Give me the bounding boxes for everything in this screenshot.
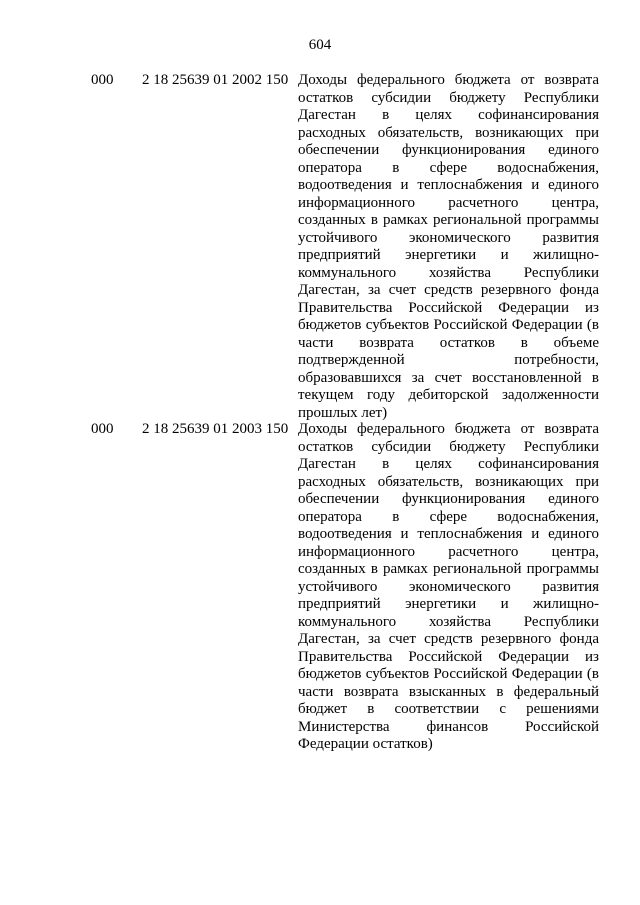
- description-line: части возврата остатков в объеме: [298, 334, 599, 351]
- description-line: устойчивого экономического развития: [298, 578, 599, 595]
- description-line: прошлых лет): [298, 404, 388, 421]
- budget-classification-code: 2 18 25639 01 2003 150: [142, 421, 289, 437]
- description-line: обеспечении функционирования единого: [298, 491, 599, 507]
- description-line: бюджетов субъектов Российской Федерации (в: [298, 317, 599, 333]
- description-line: устойчивого экономического развития: [298, 229, 599, 246]
- description-line: части возврата взысканных в федеральный: [298, 683, 599, 700]
- description-line: образовавшихся за счет восстановленной в: [298, 369, 599, 386]
- description-line: Доходы федерального бюджета от возврата: [298, 72, 599, 88]
- description-line: созданных в рамках региональной программы: [298, 561, 599, 577]
- description-line: расходных обязательств, возникающих при: [298, 124, 599, 141]
- description-line: бюджетов субъектов Российской Федерации (в: [298, 666, 599, 682]
- description-line: Дагестан, за счет средств резервного фонда: [298, 282, 599, 298]
- description-line: информационного расчетного центра,: [298, 543, 599, 560]
- description-line: бюджет в соответствии с решениями: [298, 701, 599, 717]
- description-line: водоотведения и теплоснабжения и единого: [298, 177, 599, 193]
- page-number: 604: [308, 37, 332, 53]
- description-line: текущем году дебиторской задолженности: [298, 387, 599, 403]
- budget-entry: [0, 421, 640, 761]
- budget-entry: [0, 72, 640, 421]
- description-line: расходных обязательств, возникающих при: [298, 473, 599, 490]
- description-line: Доходы федерального бюджета от возврата: [298, 421, 599, 437]
- description-line: Федерации остатков): [298, 736, 433, 752]
- description-line: остатков субсидии бюджету Республики: [298, 438, 599, 455]
- description-line: предприятий энергетики и жилищно-: [298, 247, 599, 263]
- description-line: предприятий энергетики и жилищно-: [298, 596, 599, 612]
- revenue-description: [298, 421, 599, 754]
- description-line: Министерства финансов Российской: [298, 718, 599, 735]
- revenue-description: [298, 72, 599, 422]
- administrator-code: 000: [91, 421, 114, 437]
- description-line: Дагестан в целях софинансирования: [298, 107, 599, 123]
- description-line: Правительства Российской Федерации из: [298, 648, 599, 665]
- description-line: Дагестан в целях софинансирования: [298, 456, 599, 472]
- description-line: оператора в сфере водоснабжения,: [298, 508, 599, 525]
- description-line: водоотведения и теплоснабжения и единого: [298, 526, 599, 542]
- description-line: коммунального хозяйства Республики: [298, 264, 599, 281]
- description-line: остатков субсидии бюджету Республики: [298, 89, 599, 106]
- administrator-code: 000: [91, 72, 114, 88]
- description-line: оператора в сфере водоснабжения,: [298, 159, 599, 176]
- description-line: коммунального хозяйства Республики: [298, 613, 599, 630]
- description-line: обеспечении функционирования единого: [298, 142, 599, 158]
- description-line: Дагестан, за счет средств резервного фонда: [298, 631, 599, 647]
- budget-classification-code: 2 18 25639 01 2002 150: [142, 72, 289, 88]
- description-line: подтвержденной потребности,: [298, 352, 599, 368]
- description-line: Правительства Российской Федерации из: [298, 299, 599, 316]
- description-line: созданных в рамках региональной программы: [298, 212, 599, 228]
- description-line: информационного расчетного центра,: [298, 194, 599, 211]
